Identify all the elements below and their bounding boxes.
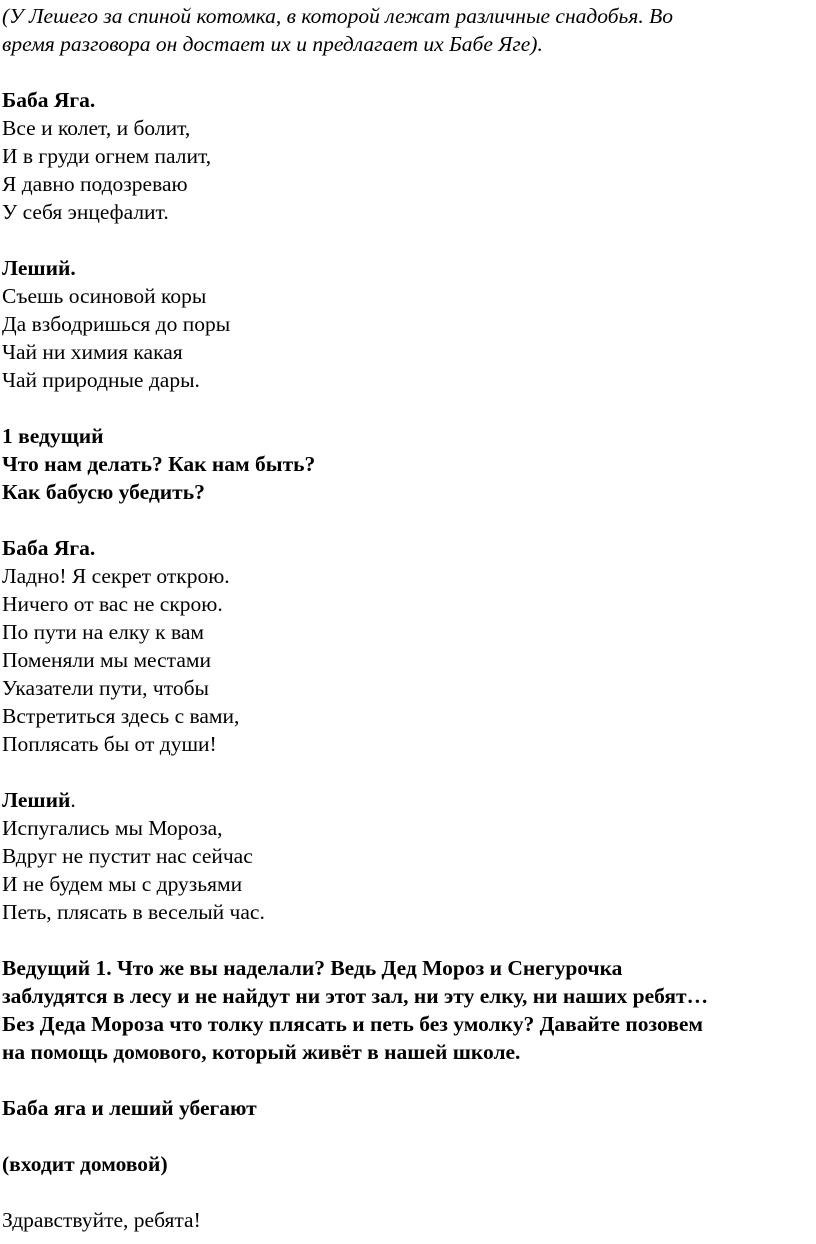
dialogue-block-baba-yaga xyxy=(2,86,814,226)
dialogue-block-baba-yaga xyxy=(2,534,814,758)
paragraph-line: заблудятся в лесу и не найдут ни этот зал, ни эту елку, ни наших ребят… xyxy=(2,984,709,1008)
verse-line: И в груди огнем палит, xyxy=(2,144,212,168)
speaker-name: Баба Яга. xyxy=(2,88,96,112)
verse-line: Поплясать бы от души! xyxy=(2,732,217,756)
dialogue-block-leshiy xyxy=(2,786,814,926)
verse-line: Все и колет, и болит, xyxy=(2,116,191,140)
blank-line xyxy=(2,758,814,786)
host-paragraph xyxy=(2,954,814,1066)
verse-line: Что нам делать? Как нам быть? xyxy=(2,452,316,476)
paragraph-line: Ведущий 1. Что же вы наделали? Ведь Дед Мороз и Снегурочка xyxy=(2,956,623,980)
blank-line xyxy=(2,58,814,86)
verse-line: Вдруг не пустит нас сейчас xyxy=(2,844,253,868)
intro-stage-direction xyxy=(2,2,814,58)
verse-line: Ладно! Я секрет открою. xyxy=(2,564,230,588)
dialogue-block-host-1 xyxy=(2,422,814,506)
verse-line: Испугались мы Мороза, xyxy=(2,816,223,840)
paren-open: ( xyxy=(2,1152,10,1176)
blank-line xyxy=(2,926,814,954)
verse-line: Поменяли мы местами xyxy=(2,648,211,672)
stage-enter-text: входит домовой xyxy=(9,1152,161,1176)
verse-line: По пути на елку к вам xyxy=(2,620,204,644)
verse-line: Да взбодришься до поры xyxy=(2,312,231,336)
stage-direction-enter xyxy=(2,1150,814,1178)
verse-line: Как бабусю убедить? xyxy=(2,480,205,504)
verse-line: Съешь осиновой коры xyxy=(2,284,207,308)
blank-line xyxy=(2,394,814,422)
speaker-name: Баба Яга. xyxy=(2,536,96,560)
dialogue-block-leshiy xyxy=(2,254,814,394)
verse-line: Указатели пути, чтобы xyxy=(2,676,209,700)
intro-line: (У Лешего за спиной котомка, в которой лежат различные снадобья. Во xyxy=(2,4,673,28)
speaker-suffix: . xyxy=(70,788,76,812)
stage-direction-exit: Баба яга и леший убегают xyxy=(2,1096,257,1120)
verse-line: Встретиться здесь с вами, xyxy=(2,704,240,728)
blank-line xyxy=(2,1122,814,1150)
paragraph-line: на помощь домового, который живёт в нашей школе. xyxy=(2,1040,521,1064)
intro-line: время разговора он достает их и предлагает их Бабе Яге). xyxy=(2,32,543,56)
blank-line xyxy=(2,1066,814,1094)
verse-line: Чай ни химия какая xyxy=(2,340,183,364)
blank-line xyxy=(2,506,814,534)
speaker-name: Леший xyxy=(2,788,71,812)
speaker-name: Леший. xyxy=(2,256,76,280)
verse-line: Чай природные дары. xyxy=(2,368,200,392)
verse-line: Петь, плясать в веселый час. xyxy=(2,900,265,924)
verse-line: Ничего от вас не скрою. xyxy=(2,592,223,616)
verse-line: Я давно подозреваю xyxy=(2,172,188,196)
paren-close: ) xyxy=(160,1152,168,1176)
verse-line: У себя энцефалит. xyxy=(2,200,169,224)
verse-line: И не будем мы с друзьями xyxy=(2,872,243,896)
blank-line xyxy=(2,226,814,254)
greeting-line: Здравствуйте, ребята! xyxy=(2,1208,201,1232)
paragraph-line: Без Деда Мороза что толку плясать и петь без умолку? Давайте позовем xyxy=(2,1012,704,1036)
blank-line xyxy=(2,1178,814,1206)
speaker-line xyxy=(2,786,814,814)
speaker-name: 1 ведущий xyxy=(2,424,104,448)
